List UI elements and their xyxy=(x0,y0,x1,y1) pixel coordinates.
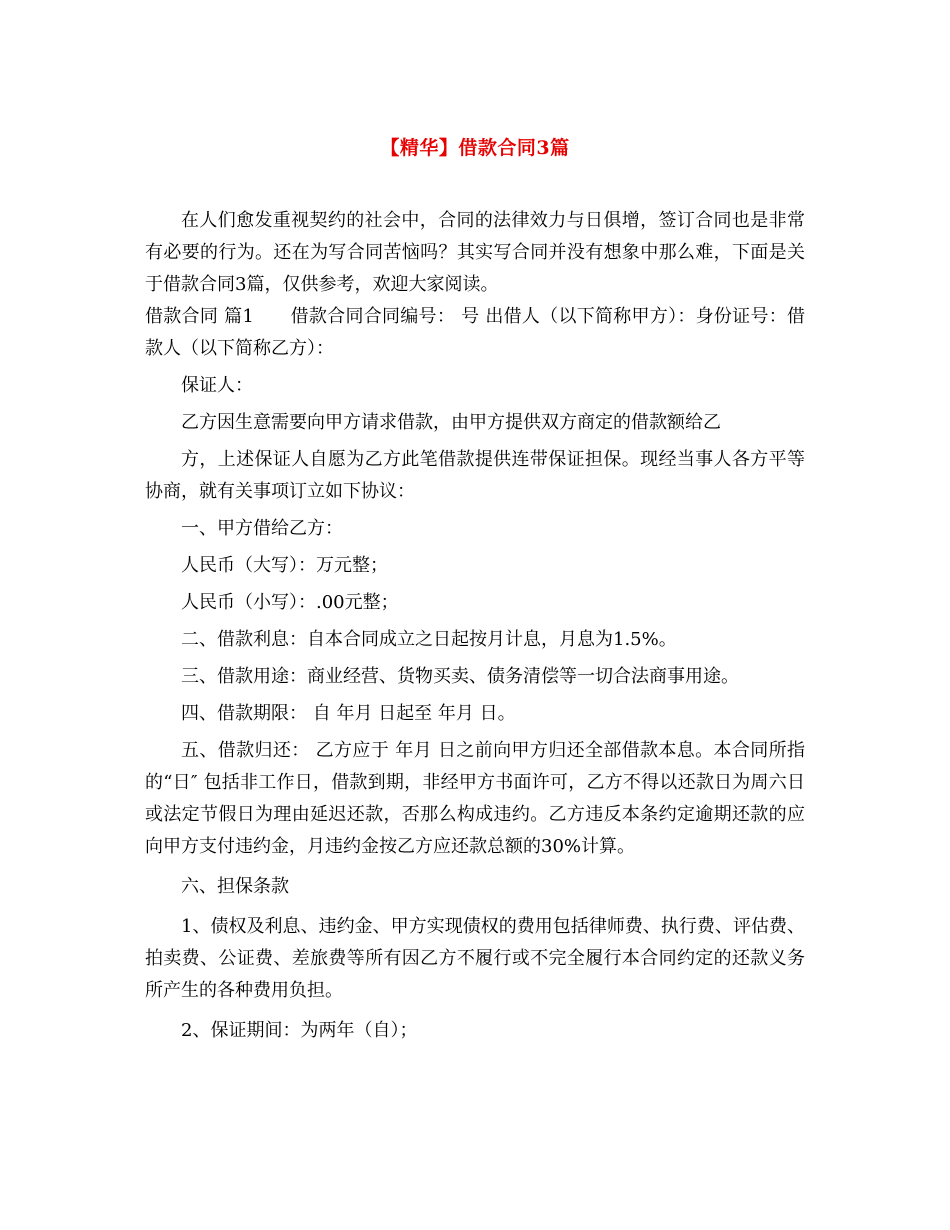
document-body xyxy=(145,205,805,1047)
intro-paragraph: 在人们愈发重视契约的社会中，合同的法律效力与日俱增，签订合同也是非常有必要的行为。还在为写合同苦恼吗？其实写合同并没有想象中那么难，下面是关于借款合同3篇，仅供参考，欢迎大家阅读。 xyxy=(145,210,805,295)
loan-purpose-paragraph: 乙方因生意需要向甲方请求借款，由甲方提供双方商定的借款额给乙 xyxy=(181,412,721,433)
clause-6-item-2: 2、保证期间：为两年（自）； xyxy=(181,1020,418,1041)
document-title: 【精华】借款合同3篇 xyxy=(380,137,570,159)
clause-2-interest: 二、借款利息：自本合同成立之日起按月计息，月息为1.5%。 xyxy=(181,629,677,650)
guarantor-paragraph: 保证人： xyxy=(181,375,253,396)
clause-6-item-1: 1、债权及利息、违约金、甲方实现债权的费用包括律师费、执行费、评估费、拍卖费、公证费、差旅费等所有因乙方不履行或不完全履行本合同约定的还款义务所产生的各种费用负担。 xyxy=(145,916,805,1001)
clause-4-term: 四、借款期限： 自 年月 日起至 年月 日。 xyxy=(181,703,516,724)
amount-uppercase: 人民币（大写）：万元整； xyxy=(181,555,388,576)
clause-5-repayment: 五、借款归还： 乙方应于 年月 日之前向甲方归还全部借款本息。本合同所指的“日″ 包括非工作日，借款到期，非经甲方书面许可，乙方不得以还款日为周六日或法定节假日为理由延迟还款，否那么构成违约。乙方违反本条约定逾期还款的应向甲方支付违约金，月违约金按乙方应还款总额的30%计算。 xyxy=(145,740,805,857)
clause-3-usage: 三、借款用途：商业经营、货物买卖、债务清偿等一切合法商事用途。 xyxy=(181,666,739,687)
clause-1-heading: 一、甲方借给乙方： xyxy=(181,518,343,539)
amount-lowercase: 人民币（小写）：.00元整； xyxy=(181,592,399,613)
clause-6-heading: 六、担保条款 xyxy=(181,876,289,897)
contract-header-paragraph: 借款合同 篇1 借款合同合同编号： 号 出借人（以下简称甲方）：身份证号：借款人（以下简称乙方）： xyxy=(145,306,805,359)
agreement-paragraph: 方，上述保证人自愿为乙方此笔借款提供连带保证担保。现经当事人各方平等协商，就有关事项订立如下协议： xyxy=(145,449,805,502)
